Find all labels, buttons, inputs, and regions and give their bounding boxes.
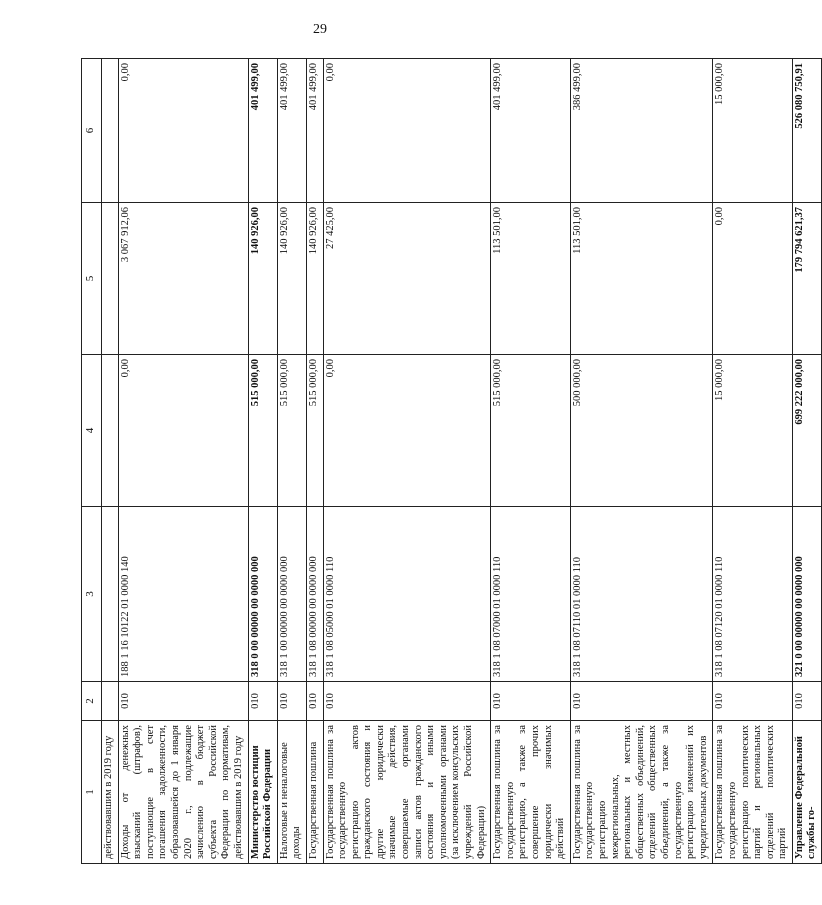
desc-cell: Государственная пошлина за государственную регистрацию актов гражданского состояния и другие юридически значимые действия, совершаемые органами записи актов гражданского состояния и иными уполномоченными органами (за исключением консульских учреждений Российской Федерации) — [323, 721, 491, 864]
unexecuted-cell: 0,00 — [118, 59, 248, 203]
unexecuted-cell: 526 080 750,91 — [792, 59, 821, 203]
approved-cell: 699 222 000,00 — [792, 355, 821, 507]
desc-cell: Государственная пошлина за государственную регистрацию межрегиональных, региональных и местных общественных объединений, отделений общественных объединений, а также за государственную регистрацию изменений их учредительных документов — [570, 721, 713, 864]
executed-cell: 140 926,00 — [306, 203, 323, 355]
kbk-cell: 318 1 08 00000 00 0000 000 — [306, 507, 323, 682]
table-row — [277, 59, 306, 864]
table-row — [118, 59, 248, 864]
rotated-table-wrapper — [81, 59, 818, 864]
header-cell: 2 — [82, 682, 102, 721]
kbk-cell: 188 1 16 10122 01 0000 140 — [118, 507, 248, 682]
kbk-cell: 318 1 08 05000 01 0000 110 — [323, 507, 491, 682]
header-cell: 3 — [82, 507, 102, 682]
unexecuted-cell: 401 499,00 — [491, 59, 571, 203]
revenue-table — [81, 58, 822, 864]
approved-cell: 515 000,00 — [306, 355, 323, 507]
executed-cell: 113 501,00 — [570, 203, 713, 355]
line-code-cell: 010 — [306, 682, 323, 721]
desc-cell: действовавшим в 2019 году — [102, 721, 119, 864]
table-header-row — [82, 59, 102, 864]
executed-cell: 0,00 — [713, 203, 793, 355]
kbk-cell: 318 0 00 00000 00 0000 000 — [248, 507, 277, 682]
desc-cell: Государственная пошлина за государственную регистрацию политических партий и региональных отделений политических партий — [713, 721, 793, 864]
executed-cell: 179 794 621,37 — [792, 203, 821, 355]
header-cell: 6 — [82, 59, 102, 203]
header-cell: 1 — [82, 721, 102, 864]
executed-cell: 3 067 912,06 — [118, 203, 248, 355]
kbk-cell: 321 0 00 00000 00 0000 000 — [792, 507, 821, 682]
executed-cell — [102, 203, 119, 355]
desc-cell: Управление Федеральной службы го- — [792, 721, 821, 864]
table-row — [102, 59, 119, 864]
kbk-cell: 318 1 00 00000 00 0000 000 — [277, 507, 306, 682]
unexecuted-cell — [102, 59, 119, 203]
unexecuted-cell: 0,00 — [323, 59, 491, 203]
table-row — [570, 59, 713, 864]
page-number: 29 — [313, 22, 327, 37]
line-code-cell: 010 — [491, 682, 571, 721]
approved-cell — [102, 355, 119, 507]
kbk-cell: 318 1 08 07000 01 0000 110 — [491, 507, 571, 682]
desc-cell: Министерство юстиции Российской Федерации — [248, 721, 277, 864]
approved-cell: 515 000,00 — [491, 355, 571, 507]
table-row — [491, 59, 571, 864]
line-code-cell: 010 — [713, 682, 793, 721]
line-code-cell: 010 — [323, 682, 491, 721]
line-code-cell: 010 — [277, 682, 306, 721]
unexecuted-cell: 401 499,00 — [248, 59, 277, 203]
table-row — [248, 59, 277, 864]
table-row — [306, 59, 323, 864]
approved-cell: 515 000,00 — [277, 355, 306, 507]
kbk-cell — [102, 507, 119, 682]
approved-cell: 0,00 — [118, 355, 248, 507]
desc-cell: Государственная пошлина за государственную регистрацию, а также за совершение прочих юридически значимых действий — [491, 721, 571, 864]
approved-cell: 500 000,00 — [570, 355, 713, 507]
line-code-cell — [102, 682, 119, 721]
executed-cell: 140 926,00 — [277, 203, 306, 355]
approved-cell: 15 000,00 — [713, 355, 793, 507]
line-code-cell: 010 — [118, 682, 248, 721]
table-row — [323, 59, 491, 864]
table-row — [792, 59, 821, 864]
approved-cell: 515 000,00 — [248, 355, 277, 507]
kbk-cell: 318 1 08 07110 01 0000 110 — [570, 507, 713, 682]
unexecuted-cell: 401 499,00 — [306, 59, 323, 203]
kbk-cell: 318 1 08 07120 01 0000 110 — [713, 507, 793, 682]
header-cell: 5 — [82, 203, 102, 355]
line-code-cell: 010 — [792, 682, 821, 721]
executed-cell: 140 926,00 — [248, 203, 277, 355]
unexecuted-cell: 386 499,00 — [570, 59, 713, 203]
desc-cell: Налоговые и неналоговые доходы — [277, 721, 306, 864]
line-code-cell: 010 — [248, 682, 277, 721]
desc-cell: Доходы от денежных взысканий (штрафов), поступающие в счет погашения задолженности, образовавшейся до 1 января 2020 г., подлежащие зачислению в бюджет субъекта Российской Федерации по нормативам, действовавшим в 2019 году — [118, 721, 248, 864]
table-row — [713, 59, 793, 864]
line-code-cell: 010 — [570, 682, 713, 721]
approved-cell: 0,00 — [323, 355, 491, 507]
header-cell: 4 — [82, 355, 102, 507]
executed-cell: 113 501,00 — [491, 203, 571, 355]
desc-cell: Государственная пошлина — [306, 721, 323, 864]
executed-cell: 27 425,00 — [323, 203, 491, 355]
unexecuted-cell: 401 499,00 — [277, 59, 306, 203]
unexecuted-cell: 15 000,00 — [713, 59, 793, 203]
